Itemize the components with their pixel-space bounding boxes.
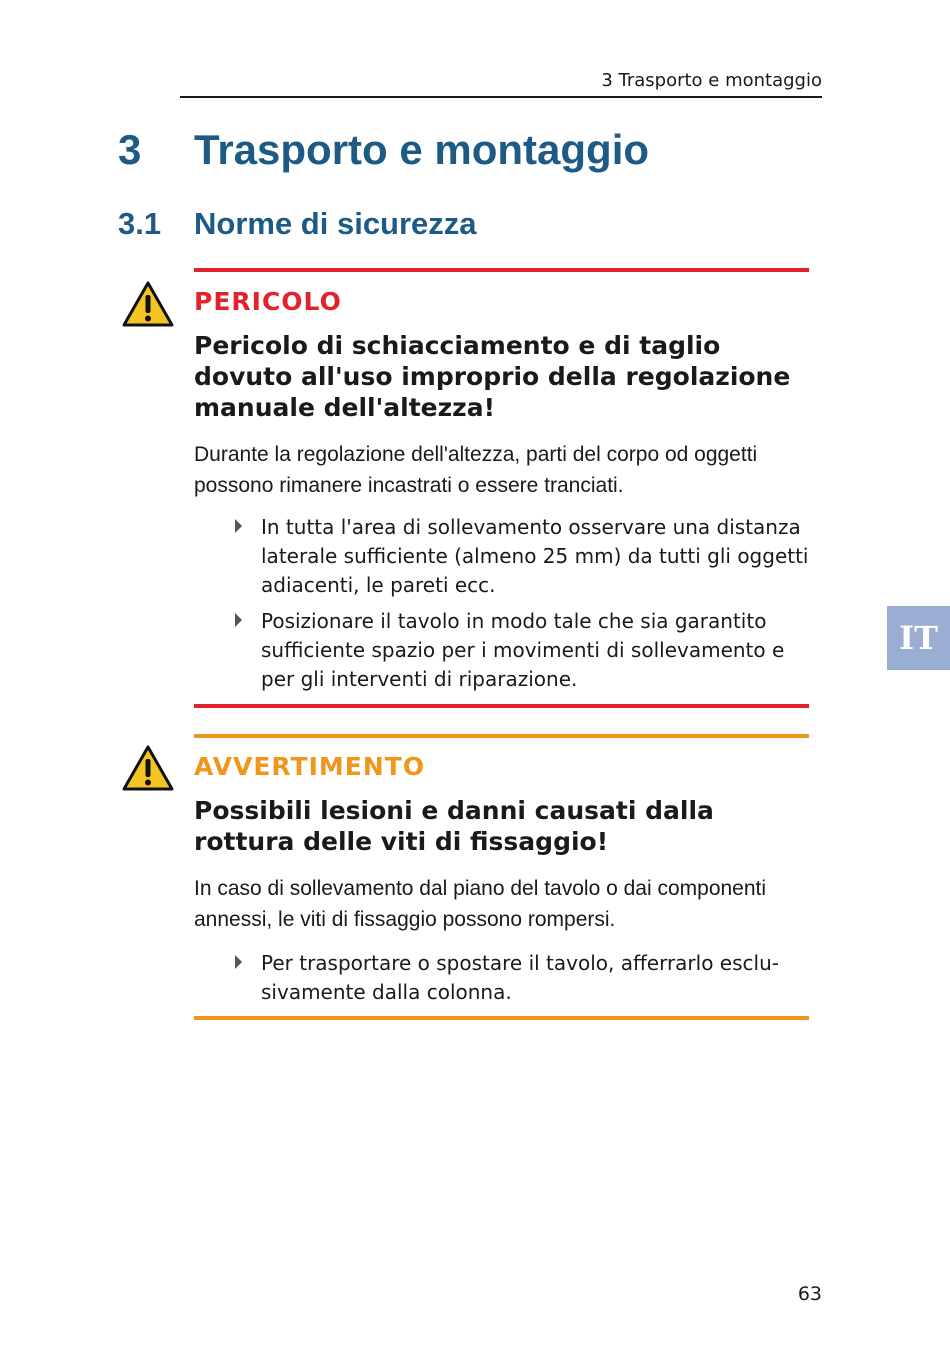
step-arrow-icon (235, 955, 242, 969)
language-tab: IT (887, 606, 950, 670)
running-header: 3 Trasporto e montaggio (601, 70, 822, 91)
step-text: In tutta l'area di sollevamento osservare una distanza laterale sufficiente (almeno 25 mm) da tutti gli oggetti adiacenti, le pareti ecc. (261, 515, 809, 597)
warning-triangle-icon (121, 280, 175, 328)
page-number: 63 (797, 1283, 822, 1305)
danger-notice (194, 268, 809, 694)
warning-signal-word: AVVERTIMENTO (194, 752, 426, 781)
warning-body: In caso di sollevamento dal piano del tavolo o dai componenti annessi, le viti di fissaggio possono rompersi. (194, 877, 767, 931)
step-arrow-icon (235, 519, 242, 533)
warning-bottom-rule (194, 1016, 809, 1020)
danger-top-rule (194, 268, 809, 272)
warning-top-rule (194, 734, 809, 738)
danger-bottom-rule (194, 704, 809, 708)
warning-triangle-icon (121, 744, 175, 792)
section-title: Norme di sicurezza (194, 206, 477, 241)
list-item (194, 949, 809, 1007)
chapter-title: Trasporto e montaggio (194, 126, 650, 173)
section-number: 3.1 (118, 206, 162, 241)
danger-signal-word: PERICOLO (194, 287, 342, 316)
list-item (194, 607, 809, 694)
step-text: Per trasportare o spostare il tavolo, afferrarlo esclusivamente dalla colonna. (261, 951, 779, 1004)
warning-steps (194, 949, 809, 1007)
list-item (194, 513, 809, 600)
chapter-number: 3 (118, 126, 142, 173)
warning-notice (194, 734, 809, 1007)
header-rule (180, 96, 822, 98)
danger-title: Pericolo di schiacciamento e di taglio dovuto all'uso improprio della regolazione manuale dell'altezza! (194, 331, 791, 422)
warning-title: Possibili lesioni e danni causati dalla rottura delle viti di fissaggio! (194, 796, 714, 856)
step-text: Posizionare il tavolo in modo tale che sia garantito sufficiente spazio per i movimenti di sollevamento e per gli interventi di riparazione. (261, 609, 785, 691)
danger-body: Durante la regolazione dell'altezza, parti del corpo od oggetti possono rimanere incastrati o essere tranciati. (194, 443, 758, 497)
danger-steps (194, 513, 809, 694)
step-arrow-icon (235, 613, 242, 627)
